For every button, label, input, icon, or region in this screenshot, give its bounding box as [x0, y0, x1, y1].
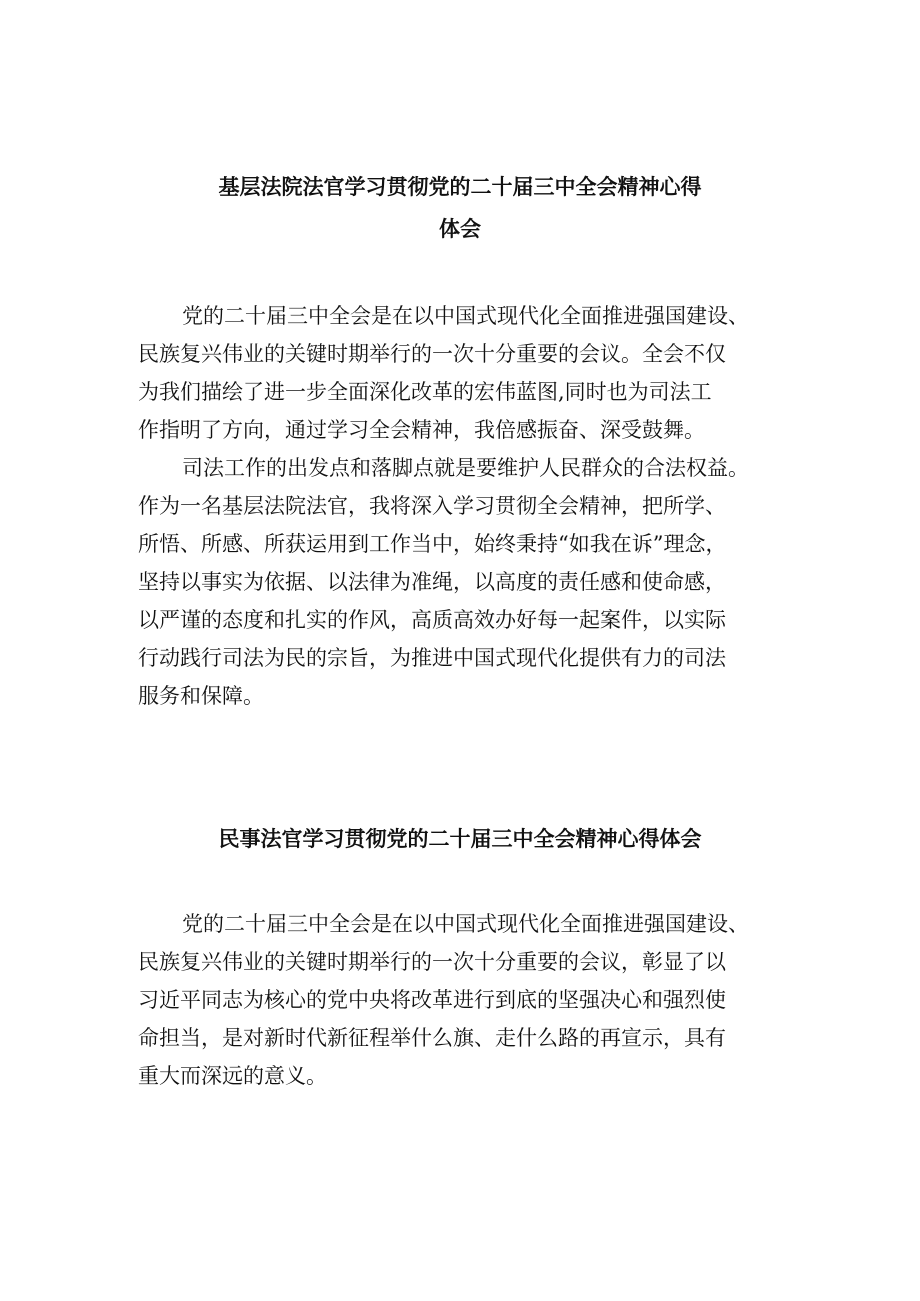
section-1-title-line-2: 体会 [439, 216, 481, 241]
section-1-title [0, 166, 920, 250]
paragraph-line: 党的二十届三中全会是在以中国式现代化全面推进强国建设、 [182, 304, 749, 328]
section-2-title-line: 民事法官学习贯彻党的二十届三中全会精神心得体会 [218, 826, 702, 851]
paragraph-line: 作指明了方向，通过学习全会精神，我倍感振奋、深受鼓舞。 [138, 418, 705, 442]
paragraph-line: 服务和保障。 [138, 684, 264, 708]
paragraph-line: 司法工作的出发点和落脚点就是要维护人民群众的合法权益。 [182, 456, 749, 480]
section-1-title-line-1: 基层法院法官学习贯彻党的二十届三中全会精神心得 [218, 174, 702, 199]
paragraph-line: 民族复兴伟业的关键时期举行的一次十分重要的会议。全会不仅 [138, 342, 726, 366]
paragraph-line: 所悟、所感、所获运用到工作当中，始终秉持“如我在诉”理念， [138, 532, 727, 556]
paragraph-line: 以严谨的态度和扎实的作风，高质高效办好每一起案件，以实际 [138, 608, 726, 632]
paragraph-line: 民族复兴伟业的关键时期举行的一次十分重要的会议，彰显了以 [138, 950, 726, 974]
section-2-body [138, 905, 818, 1095]
section-2-paragraph-1 [138, 905, 818, 1095]
section-1-paragraph-2 [138, 449, 818, 715]
section-2-title [0, 818, 920, 860]
paragraph-line: 命担当，是对新时代新征程举什么旗、走什么路的再宣示，具有 [138, 1026, 726, 1050]
paragraph-line: 习近平同志为核心的党中央将改革进行到底的坚强决心和强烈使 [138, 988, 726, 1012]
paragraph-line: 党的二十届三中全会是在以中国式现代化全面推进强国建设、 [182, 912, 749, 936]
section-1-paragraph-1 [138, 297, 818, 449]
paragraph-line: 行动践行司法为民的宗旨，为推进中国式现代化提供有力的司法 [138, 646, 726, 670]
section-1-body [138, 297, 818, 715]
paragraph-line: 为我们描绘了进一步全面深化改革的宏伟蓝图,同时也为司法工 [138, 380, 712, 404]
paragraph-line: 坚持以事实为依据、以法律为准绳，以高度的责任感和使命感， [138, 570, 726, 594]
paragraph-line: 重大而深远的意义。 [138, 1064, 327, 1088]
paragraph-line: 作为一名基层法院法官，我将深入学习贯彻全会精神，把所学、 [138, 494, 726, 518]
